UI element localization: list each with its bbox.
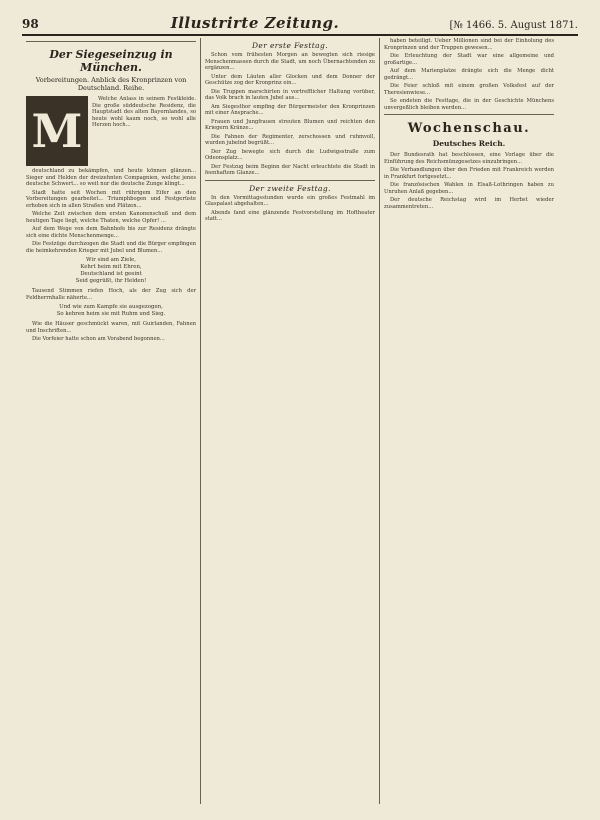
column-3	[380, 38, 558, 804]
article-heading: Der Siegeseinzug in München.	[49, 48, 173, 74]
divider	[384, 114, 554, 115]
columns	[22, 38, 578, 804]
paragraph: Die französischen Wahlen in Elsaß-Lothringen haben zu Unruhen Anlaß gegeben...	[384, 182, 554, 195]
divider	[26, 41, 196, 42]
poem-line: Und wie zum Kampfe sie ausgezogen,	[59, 304, 163, 310]
poem-line: Wir sind am Ziele,	[86, 257, 136, 263]
paragraph: Die Festzüge durchzogen die Stadt und die Bürger empfingen die heimkehrenden Krieger mit Jubel und Blumen...	[26, 241, 196, 254]
wochenschau-heading: Wochenschau.	[407, 121, 531, 136]
paragraph: Tausend Stimmen riefen Hoch, als der Zug sich der Feldherrnhalle näherte...	[26, 288, 196, 301]
section-heading: Der zweite Festtag.	[249, 183, 331, 193]
paragraph: Frauen und Jungfrauen streuten Blumen und reichten den Kriegern Kränze...	[205, 118, 375, 131]
poem-line: Deutschland ist geeint	[80, 271, 142, 277]
paragraph: Die Truppen marschirten in vortrefflicher Haltung vorüber, das Volk brach in lauten Jubel aus...	[205, 88, 375, 101]
intro-paragraph: Welche Anlass in seinem Festkleide. Die große süddeutsche Residenz, die Hauptstadt des alten Bayernlandes, so heute wohl kaum noch, so wohl alle Herzen hoch...	[92, 96, 196, 128]
paragraph: Auf dem Wege von dem Bahnhofe bis zur Residenz drängte sich eine dichte Menschenmenge...	[26, 226, 196, 239]
paragraph: Auf dem Marienplatze drängte sich die Menge dicht gedrängt...	[384, 68, 554, 81]
section-heading: Der erste Festtag.	[251, 41, 329, 50]
page-number: 98	[22, 17, 39, 31]
paragraph: deutschland zu bekämpfen, und heute können glänzen... Sieger und Helden der dreizehnten Compagnien, welche jenes deutsche Schwert... so weit nur die deutsche Zunge klingt...	[26, 168, 196, 187]
paragraph: Welche Zeit zwischen dem ersten Kanonenschuß und dem heutigen Tage liegt, welche Thaten, welche Opfer! ...	[26, 211, 196, 224]
paragraph: Am Siegesthor empfing der Bürgermeister den Kronprinzen mit einer Ansprache...	[205, 103, 375, 116]
page-header	[22, 14, 578, 36]
paragraph: haben beteiligt. Ueber Millionen sind bei der Einholung des Kronprinzen und der Truppen gewesen...	[384, 38, 554, 51]
column-1	[22, 38, 200, 804]
poem	[26, 257, 196, 285]
paragraph: Stadt hatte seit Wochen mit rührigem Eifer an den Vorbereitungen gearbeitet... Triumphbogen und Festgerüste erhoben sich in allen Straßen und Plätzen...	[26, 189, 196, 209]
paragraph: Der Bundesrath hat beschlossen, eine Vorlage über die Einführung des Reichsmünzgesetzes einzubringen...	[384, 152, 554, 165]
paragraph: Die Vorfeier hatte schon am Vorabend begonnen...	[32, 336, 165, 342]
newspaper-page	[22, 14, 578, 804]
poem	[26, 304, 196, 318]
initial-block	[26, 96, 196, 168]
poem-line: Kehrt heim mit Ehren,	[80, 264, 142, 270]
paragraph: Unter dem Läuten aller Glocken und dem Donner der Geschütze zog der Kronprinz ein...	[205, 73, 375, 86]
paragraph: Wie die Häuser geschmückt waren, mit Guirlanden, Fahnen und Inschriften...	[26, 321, 196, 334]
article-subheading: Vorbereitungen. Anblick des Kronprinzen von Deutschland. Reihe.	[35, 76, 187, 92]
paragraph: Die Verhandlungen über den Frieden mit Frankreich werden in Frankfurt fortgesetzt...	[384, 167, 554, 180]
divider	[205, 180, 375, 181]
paragraph: Der deutsche Reichstag wird im Herbst wieder zusammentreten...	[384, 197, 554, 210]
paragraph: Die Erleuchtung der Stadt war eine allgemeine und großartige...	[384, 53, 554, 66]
issue-info: [№ 1466. 5. August 1871.	[449, 20, 578, 31]
poem-line: So kehren heim sie mit Ruhm und Sieg.	[56, 311, 166, 317]
ornate-initial: M	[26, 96, 88, 166]
paragraph: In den Vormittagsstunden wurde ein großes Festmahl im Glaspalast abgehalten...	[205, 194, 375, 207]
paragraph: Der Festzug beim Beginn der Nacht erleuchtete die Stadt in feenhaftem Glanze...	[205, 163, 375, 176]
paragraph: Schon vom frühesten Morgen an bewegten sich riesige Menschenmassen durch die Stadt, um noch Übernachtenden zu ergänzen...	[205, 52, 375, 71]
paragraph: Die Fahnen der Regimenter, zerschossen und ruhmvoll, wurden jubelnd begrüßt...	[205, 133, 375, 146]
paragraph: Der Zug bewegte sich durch die Ludwigsstraße zum Odeonsplatz...	[205, 148, 375, 161]
paragraph: Die Feier schloß mit einem großen Volksfest auf der Theresienwiese...	[384, 83, 554, 96]
paragraph: So endeten die Festtage, die in der Geschichte Münchens unvergeßlich bleiben werden...	[384, 98, 554, 111]
masthead-title: Illustrirte Zeitung.	[170, 14, 340, 32]
poem-line: Seid gegrüßt, ihr Helden!	[75, 278, 147, 284]
subsection-heading: Deutsches Reich.	[432, 139, 506, 148]
paragraph: Abends fand eine glänzende Festvorstellung im Hoftheater statt...	[205, 209, 375, 222]
column-2	[201, 38, 379, 804]
